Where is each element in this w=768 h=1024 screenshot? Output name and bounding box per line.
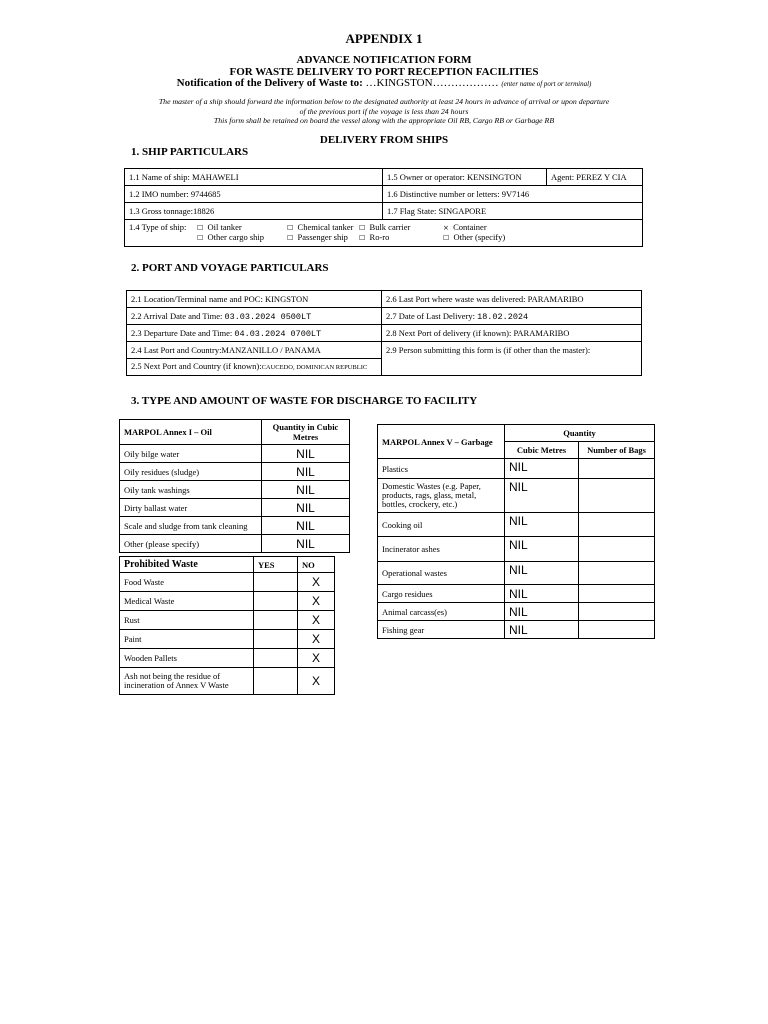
yes-cell[interactable]: [254, 592, 298, 611]
option-label: Bulk carrier: [369, 222, 411, 232]
table-row: [120, 499, 350, 517]
agent-field[interactable]: Agent: PEREZ Y CIA: [547, 169, 643, 186]
option-label: Passenger ship: [297, 232, 348, 242]
bags-cell[interactable]: [579, 603, 655, 621]
notification-line: Notification of the Delivery of Waste to: …KINGSTON……………… (enter name of port or terminal): [176, 77, 592, 89]
bags-header: Number of Bags: [579, 442, 655, 459]
qty-cell[interactable]: NIL: [262, 535, 350, 553]
prohibited-header: Prohibited Waste: [120, 557, 254, 573]
departure-value: 04.03.2024 0700LT: [234, 328, 322, 339]
garbage-label: Animal carcass(es): [378, 603, 505, 621]
ship-type-label: 1.4 Type of ship:: [129, 222, 187, 232]
table-row: [120, 611, 335, 630]
table-row: [120, 592, 335, 611]
cubic-cell[interactable]: NIL: [505, 537, 579, 562]
checkbox-icon: ☐: [197, 224, 204, 232]
form-title-line1: ADVANCE NOTIFICATION FORM: [296, 54, 472, 66]
waste-label: Oily bilge water: [120, 445, 262, 463]
table-row: [378, 513, 655, 537]
garbage-label: Domestic Wastes (e.g. Paper, products, rags, glass, metal, bottles, crockery, etc.): [378, 479, 505, 513]
annex1-header: MARPOL Annex I – Oil: [120, 420, 262, 445]
option-other-cargo[interactable]: [197, 232, 264, 242]
bags-cell[interactable]: [579, 537, 655, 562]
gross-tonnage-field[interactable]: 1.3 Gross tonnage:18826: [125, 203, 383, 220]
bags-cell[interactable]: [579, 513, 655, 537]
table-row: [120, 481, 350, 499]
option-label: Chemical tanker: [297, 222, 354, 232]
table-row: [378, 459, 655, 479]
option-other[interactable]: [443, 232, 505, 242]
checkbox-icon: ☐: [197, 234, 204, 242]
option-label: Oil tanker: [207, 222, 242, 232]
table-row: [120, 649, 335, 668]
annex5-header: MARPOL Annex V – Garbage: [378, 425, 505, 459]
table-row: [120, 535, 350, 553]
option-bulk-carrier[interactable]: [359, 222, 410, 232]
location-field[interactable]: 2.1 Location/Terminal name and POC: KINGSTON: [127, 291, 382, 308]
bags-cell[interactable]: [579, 585, 655, 603]
qty-cell[interactable]: NIL: [262, 499, 350, 517]
bags-cell[interactable]: [579, 479, 655, 513]
annex1-oil-table: [119, 419, 350, 553]
table-row: [378, 621, 655, 639]
yes-cell[interactable]: [254, 649, 298, 668]
qty-cell[interactable]: NIL: [262, 517, 350, 535]
prohibited-waste-table: [119, 556, 335, 695]
cubic-cell[interactable]: NIL: [505, 562, 579, 585]
table-row: [120, 445, 350, 463]
notification-prefix: Notification of the Delivery of Waste to: [176, 77, 360, 89]
last-delivery-date-label: 2.7 Date of Last Delivery:: [386, 310, 475, 321]
garbage-label: Fishing gear: [378, 621, 505, 639]
port-name-hint: (enter name of port or terminal): [501, 80, 592, 88]
garbage-label: Cooking oil: [378, 513, 505, 537]
table-row: [378, 479, 655, 513]
arrival-value: 03.03.2024 0500LT: [224, 311, 312, 322]
no-cell[interactable]: X: [298, 573, 335, 592]
quantity-header: Quantity: [505, 425, 655, 442]
yes-cell[interactable]: [254, 611, 298, 630]
table-row: [378, 537, 655, 562]
option-oil-tanker[interactable]: [197, 222, 242, 232]
distinctive-field[interactable]: 1.6 Distinctive number or letters: 9V7146: [383, 186, 643, 203]
section2-title: 2. PORT AND VOYAGE PARTICULARS: [131, 262, 329, 274]
qty-cell[interactable]: NIL: [262, 481, 350, 499]
bags-cell[interactable]: [579, 459, 655, 479]
table-row: [120, 668, 335, 695]
checkbox-icon: ☐: [359, 224, 366, 232]
ship-type-field: [125, 220, 643, 247]
checkbox-icon: ☐: [443, 234, 450, 242]
cubic-cell[interactable]: NIL: [505, 603, 579, 621]
intro-line: This form shall be retained on board the vessel along with the appropriate Oil RB, Cargo RB or Garbage RB: [213, 116, 555, 125]
garbage-label: Cargo residues: [378, 585, 505, 603]
cubic-cell[interactable]: NIL: [505, 479, 579, 513]
section3-title: 3. TYPE AND AMOUNT OF WASTE FOR DISCHARGE TO FACILITY: [131, 395, 478, 407]
option-label: Container: [453, 222, 487, 232]
form-title-line2: FOR WASTE DELIVERY TO PORT RECEPTION FACILITIES: [229, 66, 539, 78]
departure-field[interactable]: [127, 325, 382, 342]
section1-title: 1. SHIP PARTICULARS: [131, 146, 249, 158]
prohibited-label: Ash not being the residue of incineration of Annex V Waste: [120, 668, 254, 695]
table-row: [120, 630, 335, 649]
option-chemical-tanker[interactable]: [287, 222, 353, 232]
no-cell[interactable]: X: [298, 592, 335, 611]
no-cell[interactable]: X: [298, 649, 335, 668]
delivery-title: DELIVERY FROM SHIPS: [319, 134, 449, 146]
option-container[interactable]: [443, 222, 487, 232]
table-row: [378, 562, 655, 585]
yes-header: YES: [254, 557, 298, 573]
table-row: [120, 517, 350, 535]
next-delivery-field[interactable]: 2.8 Next Port of delivery (if known): PARAMARIBO: [382, 325, 642, 342]
intro-line: The master of a ship should forward the information below to the designated authority at least 24 hours in advance of arrival or upon departure: [158, 97, 610, 106]
last-delivery-date-field[interactable]: [382, 308, 642, 325]
appendix-title: APPENDIX 1: [345, 31, 423, 46]
prohibited-label: Wooden Pallets: [120, 649, 254, 668]
option-roro[interactable]: [359, 232, 389, 242]
port-voyage-table: [126, 290, 642, 376]
option-passenger[interactable]: [287, 232, 348, 242]
arrival-field[interactable]: [127, 308, 382, 325]
imo-field[interactable]: 1.2 IMO number: 9744685: [125, 186, 383, 203]
table-row: [120, 463, 350, 481]
waste-label: Oily residues (sludge): [120, 463, 262, 481]
next-port-label: 2.5 Next Port and Country (if known):: [131, 361, 262, 371]
table-row: [378, 585, 655, 603]
ship-particulars-table: [124, 168, 643, 247]
cubic-cell[interactable]: NIL: [505, 459, 579, 479]
yes-cell[interactable]: [254, 573, 298, 592]
checkbox-icon: ☐: [287, 234, 294, 242]
no-cell[interactable]: X: [298, 630, 335, 649]
yes-cell[interactable]: [254, 668, 298, 695]
cubic-header: Cubic Metres: [505, 442, 579, 459]
garbage-label: Plastics: [378, 459, 505, 479]
no-cell[interactable]: X: [298, 668, 335, 695]
last-port-field[interactable]: 2.4 Last Port and Country:MANZANILLO / PANAMA: [127, 342, 382, 359]
owner-field[interactable]: 1.5 Owner or operator: KENSINGTON: [383, 169, 547, 186]
waste-label: Other (please specify): [120, 535, 262, 553]
prohibited-label: Food Waste: [120, 573, 254, 592]
bags-cell[interactable]: [579, 562, 655, 585]
flag-state-field[interactable]: 1.7 Flag State: SINGAPORE: [383, 203, 643, 220]
cubic-cell[interactable]: NIL: [505, 621, 579, 639]
next-port-value: CAUCEDO, DOMINICAN REPUBLIC: [261, 364, 368, 371]
garbage-label: Operational wastes: [378, 562, 505, 585]
qty-cell[interactable]: NIL: [262, 463, 350, 481]
no-cell[interactable]: X: [298, 611, 335, 630]
option-label: Other (specify): [453, 232, 506, 242]
no-header: NO: [298, 557, 335, 573]
yes-cell[interactable]: [254, 630, 298, 649]
annex5-garbage-table: [377, 424, 655, 639]
arrival-label: 2.2 Arrival Date and Time:: [131, 310, 223, 321]
waste-label: Scale and sludge from tank cleaning: [120, 517, 262, 535]
waste-label: Dirty ballast water: [120, 499, 262, 517]
prohibited-label: Medical Waste: [120, 592, 254, 611]
option-label: Other cargo ship: [207, 232, 265, 242]
last-delivered-field[interactable]: 2.6 Last Port where waste was delivered: PARAMARIBO: [382, 291, 642, 308]
garbage-label: Incinerator ashes: [378, 537, 505, 562]
table-row: [378, 603, 655, 621]
prohibited-label: Paint: [120, 630, 254, 649]
next-port-field[interactable]: [127, 359, 382, 376]
checkbox-icon: ☐: [287, 224, 294, 232]
person-submitting-field[interactable]: 2.9 Person submitting this form is (if other than the master):: [382, 342, 642, 376]
prohibited-label: Rust: [120, 611, 254, 630]
option-label: Ro-ro: [369, 232, 390, 242]
checked-box-icon: ×: [443, 224, 449, 232]
intro-text: [110, 97, 658, 126]
intro-line: of the previous port if the voyage is less than 24 hours: [299, 106, 469, 116]
last-delivery-date-value: 18.02.2024: [477, 311, 529, 322]
table-row: [120, 573, 335, 592]
bags-cell[interactable]: [579, 621, 655, 639]
checkbox-icon: ☐: [359, 234, 366, 242]
port-name-value[interactable]: …KINGSTON………………: [365, 77, 499, 89]
ship-name-field[interactable]: 1.1 Name of ship: MAHAWELI: [125, 169, 383, 186]
cubic-cell[interactable]: NIL: [505, 585, 579, 603]
annex1-qty-header: Quantity in Cubic Metres: [262, 420, 350, 445]
cubic-cell[interactable]: NIL: [505, 513, 579, 537]
departure-label: 2.3 Departure Date and Time:: [131, 327, 233, 338]
qty-cell[interactable]: NIL: [262, 445, 350, 463]
waste-label: Oily tank washings: [120, 481, 262, 499]
